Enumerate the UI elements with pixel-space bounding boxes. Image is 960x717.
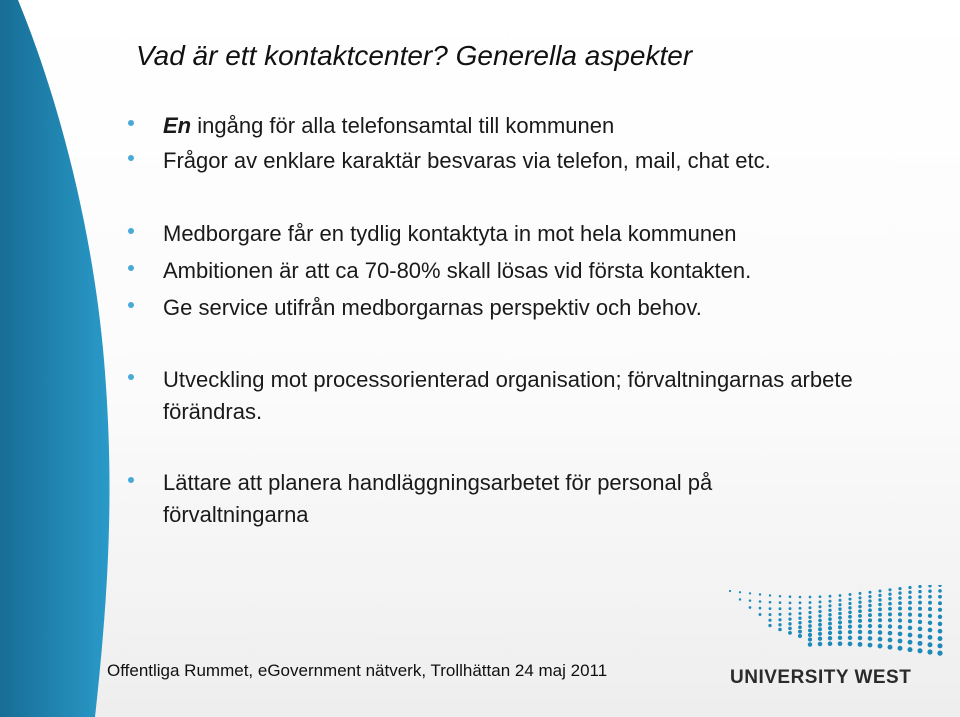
- bullet-dot-icon: [128, 120, 134, 126]
- bullet-dot-icon: [128, 265, 134, 271]
- bullet-text: Frågor av enklare karaktär besvaras via telefon, mail, chat etc.: [163, 148, 771, 173]
- bullet-lead: En: [163, 113, 192, 138]
- bullet-text: Medborgare får en tydlig kontaktyta in mot hela kommunen: [163, 221, 737, 246]
- logo-text: UNIVERSITY WEST: [730, 667, 912, 688]
- footer-text: Offentliga Rummet, eGovernment nätverk, Trollhättan 24 maj 2011: [107, 661, 608, 680]
- bullet-item: [128, 110, 858, 142]
- decorative-arc: [0, 0, 140, 717]
- bullet-dot-icon: [128, 302, 134, 308]
- bullet-dot-icon: [128, 374, 134, 380]
- bullet-dot-icon: [128, 155, 134, 161]
- bullet-item: [128, 364, 858, 428]
- bullet-text: Ambitionen är att ca 70-80% skall lösas vid första kontakten.: [163, 258, 752, 283]
- bullet-item: [128, 255, 858, 287]
- dotted-wave-logo-icon: [700, 585, 950, 665]
- bullet-item: [128, 467, 858, 531]
- bullet-text: Utveckling mot processorienterad organisation; förvaltningarnas arbete förändras.: [163, 367, 853, 424]
- slide-title: Vad är ett kontaktcenter? Generella aspekter: [136, 40, 693, 71]
- bullet-item: [128, 145, 858, 177]
- bullet-item: [128, 218, 858, 250]
- bullet-dot-icon: [128, 477, 134, 483]
- bullet-text: ingång för alla telefonsamtal till kommunen: [191, 113, 615, 138]
- bullet-text: Lättare att planera handläggningsarbetet för personal på förvaltningarna: [163, 470, 713, 527]
- bullet-dot-icon: [128, 228, 134, 234]
- bullet-text: Ge service utifrån medborgarnas perspektiv och behov.: [163, 295, 702, 320]
- bullet-item: [128, 292, 858, 324]
